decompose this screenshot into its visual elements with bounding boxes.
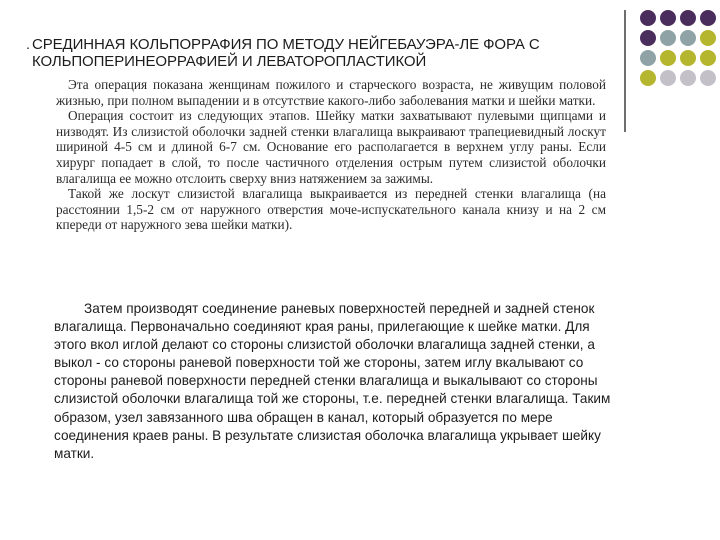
decorative-dot [680, 50, 696, 66]
decorative-dot [700, 70, 716, 86]
decorative-dot [680, 30, 696, 46]
paragraph-stages: Операция состоит из следующих этапов. Шейку матки захватывают пулевыми щипцами и низводят. Из слизистой оболочки задней стенки влагалища выкраивают трапециевидный лоскут шириной 4-5 см и длиной 6-7 см. Основание его располагается в верхнем углу раны. Если хирург попадает в слой, то после частичного отделения острым путем слизистой оболочки влагалища ее можно отслоить сверху вниз натяжением за зажимы. [56, 108, 606, 186]
decorative-dot [640, 50, 656, 66]
slide-title [26, 36, 622, 70]
decorative-dot [640, 30, 656, 46]
decorative-dot [700, 10, 716, 26]
decorative-divider [624, 10, 626, 132]
decorative-dot [700, 50, 716, 66]
paragraph-indications: Эта операция показана женщинам пожилого и старческого возраста, не живущим половой жизнью, при полном выпадении и в отсутствие какого-либо заболевания матки и шейки матки. [56, 77, 606, 108]
title-line-1: СРЕДИННАЯ КОЛЬПОРРАФИЯ ПО МЕТОДУ НЕЙГЕБАУЭРА-ЛЕ ФОРА С [32, 36, 540, 53]
decorative-dot-grid [640, 10, 716, 86]
decorative-dot [660, 70, 676, 86]
paragraph-suturing: Затем производят соединение раневых поверхностей передней и задней стенок влагалища. Первоначально соединяют края раны, прилегающие к шейке матки. Для этого вкол иглой делают со стороны слизистой оболочки влагалища задней стенки, а выкол - со стороны раневой поверхности той же стороны, затем иглу вкалывают со стороны раневой поверхности передней стенки влагалища и выкалывают со стороны слизистой оболочки влагалища той же стороны, т.е. передней стенки влагалища. Таким образом, узел завязанного шва обращен в канал, который образуется по мере соединения краев раны. В результате слизистая оболочка влагалища укрывает шейку матки. [54, 301, 611, 461]
decorative-dot [640, 70, 656, 86]
title-line-2: КОЛЬПОПЕРИНЕОРРАФИЕЙ И ЛЕВАТОРОПЛАСТИКОЙ [32, 53, 427, 70]
decorative-dot [660, 50, 676, 66]
scanned-text-block [56, 77, 606, 233]
decorative-dot [640, 10, 656, 26]
title-bullet: . [26, 36, 30, 52]
main-text-block [54, 300, 618, 463]
decorative-dot [680, 70, 696, 86]
decorative-dot [700, 30, 716, 46]
decorative-dot [680, 10, 696, 26]
decorative-dot [660, 30, 676, 46]
paragraph-anterior-flap: Такой же лоскут слизистой влагалища выкраивается из передней стенки влагалища (на расстоянии 1,5-2 см от наружного отверстия моче-испускательного канала книзу и на 2 см кпереди от наружного зева шейки матки). [56, 186, 606, 233]
decorative-dot [660, 10, 676, 26]
